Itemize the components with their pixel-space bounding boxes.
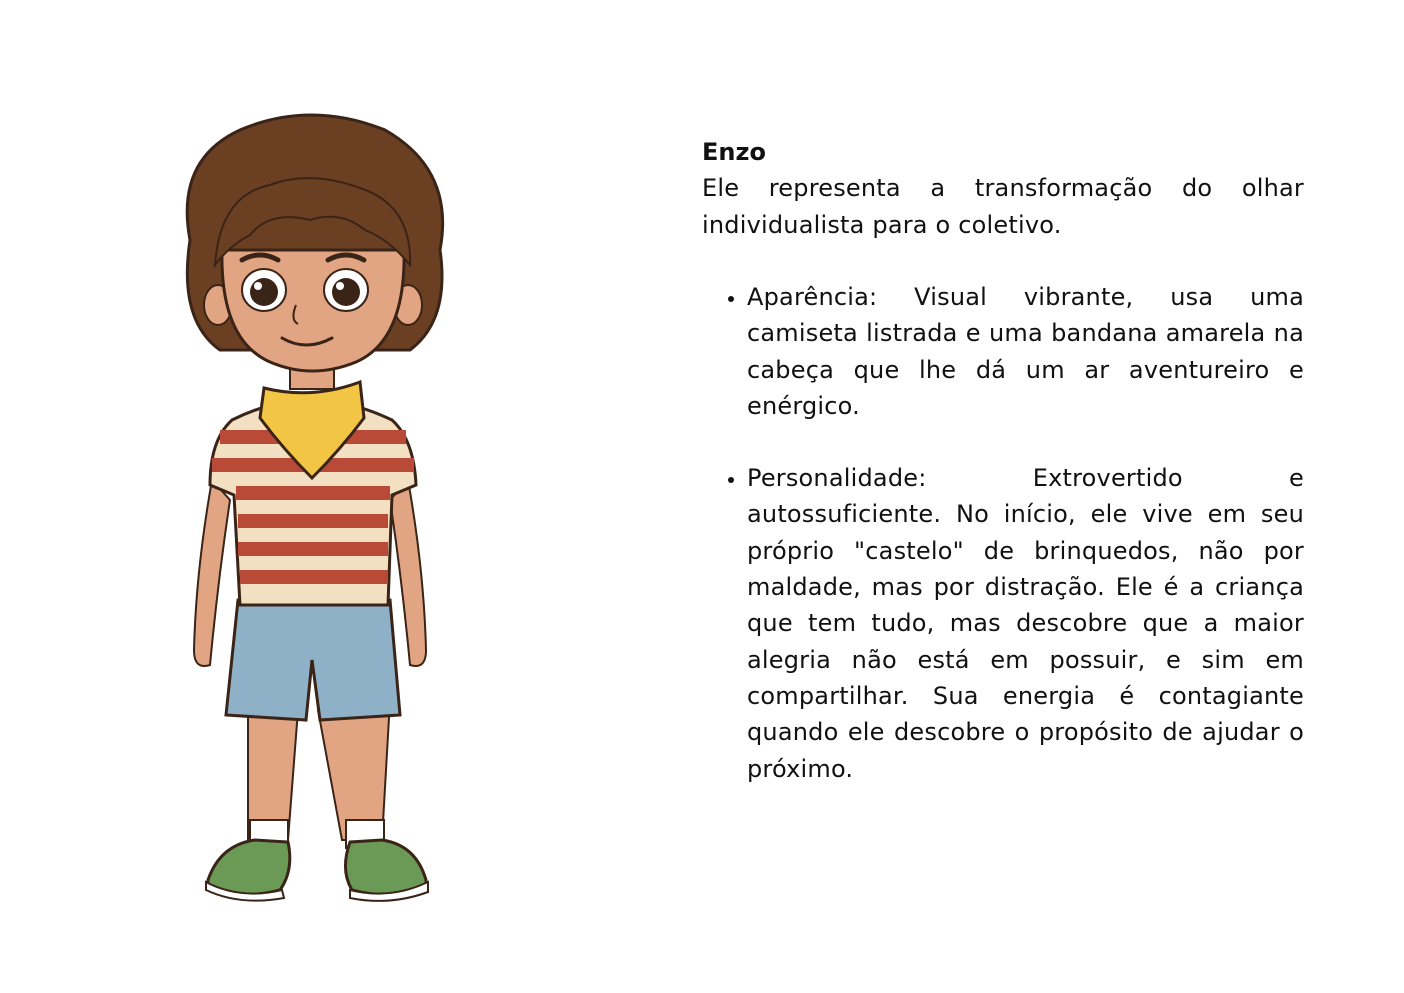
character-intro: Ele representa a transformação do olhar individualista para o coletivo. xyxy=(702,174,1304,239)
trait-appearance: • Aparência: Visual vibrante, usa uma camiseta listrada e uma bandana amarela na cabeça que lhe dá um ar aventureiro e enérgico. xyxy=(747,279,1304,424)
character-description xyxy=(702,134,1304,823)
trait-personality: • Personalidade: Extrovertido e autossuficiente. No início, ele vive em seu próprio "castelo" de brinquedos, não por maldade, mas por distração. Ele é a criança que tem tudo, mas descobre que a maior alegria não está em possuir, e sim em compartilhar. Sua energia é contagiante quando ele descobre o propósito de ajudar o próximo. xyxy=(747,460,1304,787)
character-name: Enzo xyxy=(702,138,766,166)
trait-list xyxy=(702,279,1304,787)
boy-illustration xyxy=(160,100,460,910)
